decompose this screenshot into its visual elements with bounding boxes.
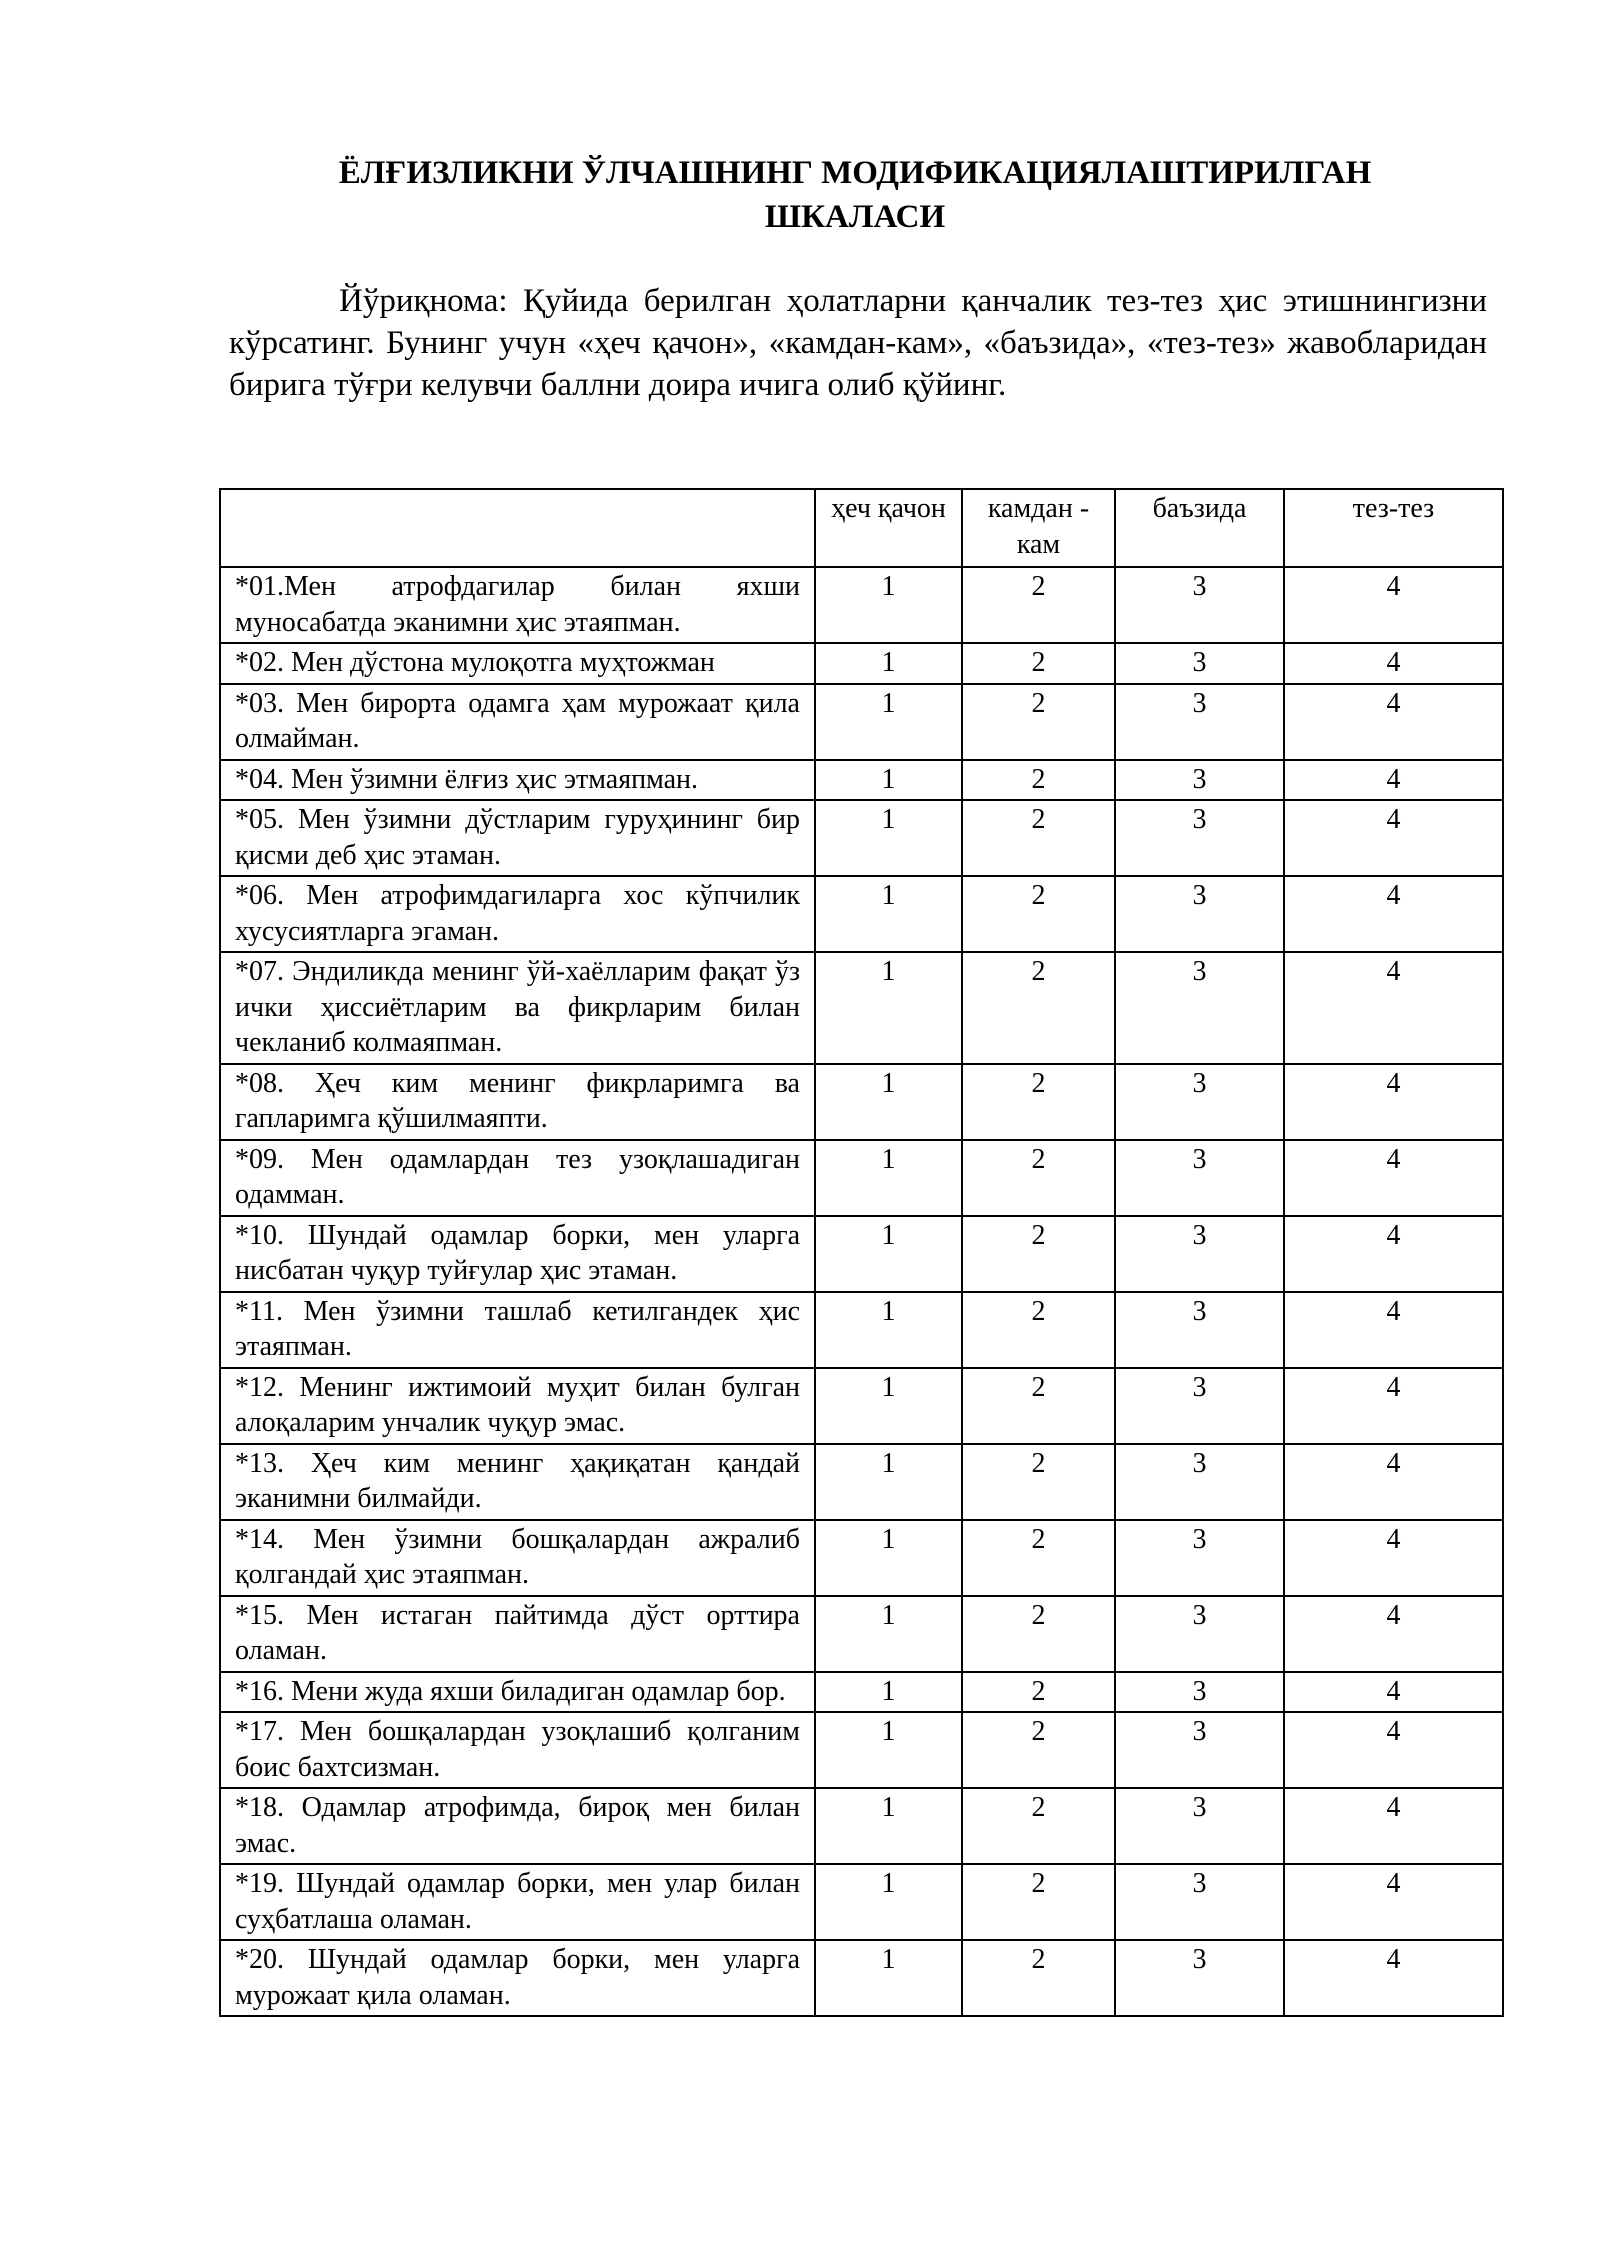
statement-cell: *01.Мен атрофдагилар билан яхши муносабатда эканимни ҳис этаяпман. xyxy=(220,567,815,643)
score-rarely[interactable]: 2 xyxy=(962,952,1115,1064)
score-rarely[interactable]: 2 xyxy=(962,800,1115,876)
score-never[interactable]: 1 xyxy=(815,1864,962,1940)
score-often[interactable]: 4 xyxy=(1284,876,1503,952)
score-rarely[interactable]: 2 xyxy=(962,1520,1115,1596)
score-never[interactable]: 1 xyxy=(815,1292,962,1368)
score-sometimes[interactable]: 3 xyxy=(1115,952,1284,1064)
statement-cell: *14. Мен ўзимни бошқалардан ажралиб қолгандай ҳис этаяпман. xyxy=(220,1520,815,1596)
score-never[interactable]: 1 xyxy=(815,567,962,643)
score-rarely[interactable]: 2 xyxy=(962,1596,1115,1672)
score-often[interactable]: 4 xyxy=(1284,800,1503,876)
table-row xyxy=(220,1064,1503,1140)
score-sometimes[interactable]: 3 xyxy=(1115,567,1284,643)
score-never[interactable]: 1 xyxy=(815,1216,962,1292)
score-sometimes[interactable]: 3 xyxy=(1115,1788,1284,1864)
score-often[interactable]: 4 xyxy=(1284,1064,1503,1140)
score-often[interactable]: 4 xyxy=(1284,1596,1503,1672)
score-rarely[interactable]: 2 xyxy=(962,1292,1115,1368)
title-line-1: ЁЛҒИЗЛИКНИ ЎЛЧАШНИНГ МОДИФИКАЦИЯЛАШТИРИЛГАН xyxy=(338,155,1372,191)
table-row xyxy=(220,876,1503,952)
score-often[interactable]: 4 xyxy=(1284,1216,1503,1292)
score-sometimes[interactable]: 3 xyxy=(1115,1216,1284,1292)
score-sometimes[interactable]: 3 xyxy=(1115,1140,1284,1216)
score-never[interactable]: 1 xyxy=(815,1444,962,1520)
score-rarely[interactable]: 2 xyxy=(962,1864,1115,1940)
table-row xyxy=(220,684,1503,760)
score-never[interactable]: 1 xyxy=(815,952,962,1064)
title-line-2: ШКАЛАСИ xyxy=(764,199,946,235)
score-sometimes[interactable]: 3 xyxy=(1115,643,1284,684)
score-never[interactable]: 1 xyxy=(815,684,962,760)
score-sometimes[interactable]: 3 xyxy=(1115,1444,1284,1520)
score-often[interactable]: 4 xyxy=(1284,952,1503,1064)
score-rarely[interactable]: 2 xyxy=(962,1712,1115,1788)
score-rarely[interactable]: 2 xyxy=(962,876,1115,952)
score-often[interactable]: 4 xyxy=(1284,643,1503,684)
score-sometimes[interactable]: 3 xyxy=(1115,1368,1284,1444)
score-never[interactable]: 1 xyxy=(815,760,962,801)
header-rarely: камдан - кам xyxy=(962,489,1115,567)
table-header-row xyxy=(220,489,1503,567)
score-rarely[interactable]: 2 xyxy=(962,684,1115,760)
score-rarely[interactable]: 2 xyxy=(962,1940,1115,2016)
score-rarely[interactable]: 2 xyxy=(962,1064,1115,1140)
score-never[interactable]: 1 xyxy=(815,1940,962,2016)
statement-cell: *06. Мен атрофимдагиларга хос кўпчилик хусусиятларга эгаман. xyxy=(220,876,815,952)
table-row xyxy=(220,1216,1503,1292)
table-row xyxy=(220,1520,1503,1596)
table-row xyxy=(220,643,1503,684)
statement-cell: *15. Мен истаган пайтимда дўст орттира оламан. xyxy=(220,1596,815,1672)
statement-cell: *03. Мен бирорта одамга ҳам мурожаат қила олмайман. xyxy=(220,684,815,760)
score-often[interactable]: 4 xyxy=(1284,1672,1503,1713)
statement-cell: *13. Ҳеч ким менинг ҳақиқатан қандай эканимни билмайди. xyxy=(220,1444,815,1520)
score-sometimes[interactable]: 3 xyxy=(1115,1292,1284,1368)
score-never[interactable]: 1 xyxy=(815,876,962,952)
document-title xyxy=(220,151,1490,239)
score-never[interactable]: 1 xyxy=(815,1596,962,1672)
score-never[interactable]: 1 xyxy=(815,643,962,684)
score-sometimes[interactable]: 3 xyxy=(1115,1520,1284,1596)
statement-cell: *16. Мени жуда яхши биладиган одамлар бор. xyxy=(220,1672,815,1713)
header-sometimes: баъзида xyxy=(1115,489,1284,567)
statement-cell: *02. Мен дўстона мулоқотга муҳтожман xyxy=(220,643,815,684)
header-often: тез-тез xyxy=(1284,489,1503,567)
score-rarely[interactable]: 2 xyxy=(962,760,1115,801)
table-row xyxy=(220,760,1503,801)
score-never[interactable]: 1 xyxy=(815,1064,962,1140)
statement-cell: *04. Мен ўзимни ёлғиз ҳис этмаяпман. xyxy=(220,760,815,801)
score-rarely[interactable]: 2 xyxy=(962,567,1115,643)
score-often[interactable]: 4 xyxy=(1284,1520,1503,1596)
table-row xyxy=(220,1788,1503,1864)
score-sometimes[interactable]: 3 xyxy=(1115,1672,1284,1713)
score-never[interactable]: 1 xyxy=(815,1712,962,1788)
score-sometimes[interactable]: 3 xyxy=(1115,1940,1284,2016)
score-rarely[interactable]: 2 xyxy=(962,1672,1115,1713)
instruction-paragraph: Йўриқнома: Қуйида берилган ҳолатларни қанчалик тез-тез ҳис этишнингизни кўрсатинг. Бунинг учун «ҳеч қачон», «камдан-кам», «баъзида», «тез-тез» жавобларидан бирига тўғри келувчи баллни доира ичига олиб қўйинг. xyxy=(229,283,1487,403)
table-row xyxy=(220,567,1503,643)
statement-cell: *10. Шундай одамлар борки, мен уларга нисбатан чуқур туйғулар ҳис этаман. xyxy=(220,1216,815,1292)
score-often[interactable]: 4 xyxy=(1284,1940,1503,2016)
table-row xyxy=(220,1596,1503,1672)
score-often[interactable]: 4 xyxy=(1284,1140,1503,1216)
score-sometimes[interactable]: 3 xyxy=(1115,1712,1284,1788)
statement-cell: *19. Шундай одамлар борки, мен улар билан суҳбатлаша оламан. xyxy=(220,1864,815,1940)
statement-cell: *07. Эндиликда менинг ўй-хаёлларим фақат ўз ички ҳиссиётларим ва фикрларим билан чекланиб колмаяпман. xyxy=(220,952,815,1064)
score-often[interactable]: 4 xyxy=(1284,1292,1503,1368)
score-sometimes[interactable]: 3 xyxy=(1115,800,1284,876)
table-row xyxy=(220,1940,1503,2016)
score-rarely[interactable]: 2 xyxy=(962,1368,1115,1444)
statement-cell: *11. Мен ўзимни ташлаб кетилгандек ҳис этаяпман. xyxy=(220,1292,815,1368)
statement-cell: *17. Мен бошқалардан узоқлашиб қолганим боис бахтсизман. xyxy=(220,1712,815,1788)
score-often[interactable]: 4 xyxy=(1284,1788,1503,1864)
header-statement xyxy=(220,489,815,567)
table-row xyxy=(220,1712,1503,1788)
score-rarely[interactable]: 2 xyxy=(962,1788,1115,1864)
score-rarely[interactable]: 2 xyxy=(962,1140,1115,1216)
score-often[interactable]: 4 xyxy=(1284,567,1503,643)
score-often[interactable]: 4 xyxy=(1284,1368,1503,1444)
table-row xyxy=(220,1368,1503,1444)
statement-cell: *18. Одамлар атрофимда, бироқ мен билан эмас. xyxy=(220,1788,815,1864)
statement-cell: *20. Шундай одамлар борки, мен уларга мурожаат қила оламан. xyxy=(220,1940,815,2016)
statement-cell: *09. Мен одамлардан тез узоқлашадиган одамман. xyxy=(220,1140,815,1216)
score-often[interactable]: 4 xyxy=(1284,684,1503,760)
table-row xyxy=(220,1292,1503,1368)
header-never: ҳеч қачон xyxy=(815,489,962,567)
score-often[interactable]: 4 xyxy=(1284,1864,1503,1940)
score-sometimes[interactable]: 3 xyxy=(1115,760,1284,801)
score-often[interactable]: 4 xyxy=(1284,1712,1503,1788)
score-sometimes[interactable]: 3 xyxy=(1115,876,1284,952)
score-never[interactable]: 1 xyxy=(815,1520,962,1596)
score-sometimes[interactable]: 3 xyxy=(1115,684,1284,760)
table-row xyxy=(220,1864,1503,1940)
score-never[interactable]: 1 xyxy=(815,1140,962,1216)
score-rarely[interactable]: 2 xyxy=(962,1444,1115,1520)
score-never[interactable]: 1 xyxy=(815,1788,962,1864)
statement-cell: *12. Менинг ижтимоий муҳит билан булган алоқаларим унчалик чуқур эмас. xyxy=(220,1368,815,1444)
table-row xyxy=(220,1444,1503,1520)
statement-cell: *05. Мен ўзимни дўстларим гуруҳининг бир қисми деб ҳис этаман. xyxy=(220,800,815,876)
score-sometimes[interactable]: 3 xyxy=(1115,1596,1284,1672)
score-sometimes[interactable]: 3 xyxy=(1115,1864,1284,1940)
score-never[interactable]: 1 xyxy=(815,800,962,876)
score-never[interactable]: 1 xyxy=(815,1368,962,1444)
score-rarely[interactable]: 2 xyxy=(962,643,1115,684)
score-often[interactable]: 4 xyxy=(1284,1444,1503,1520)
table-row xyxy=(220,800,1503,876)
score-never[interactable]: 1 xyxy=(815,1672,962,1713)
table-row xyxy=(220,1140,1503,1216)
score-often[interactable]: 4 xyxy=(1284,760,1503,801)
loneliness-scale-table xyxy=(219,488,1504,2017)
score-rarely[interactable]: 2 xyxy=(962,1216,1115,1292)
statement-cell: *08. Ҳеч ким менинг фикрларимга ва гапларимга қўшилмаяпти. xyxy=(220,1064,815,1140)
table-row xyxy=(220,952,1503,1064)
table-row xyxy=(220,1672,1503,1713)
score-sometimes[interactable]: 3 xyxy=(1115,1064,1284,1140)
